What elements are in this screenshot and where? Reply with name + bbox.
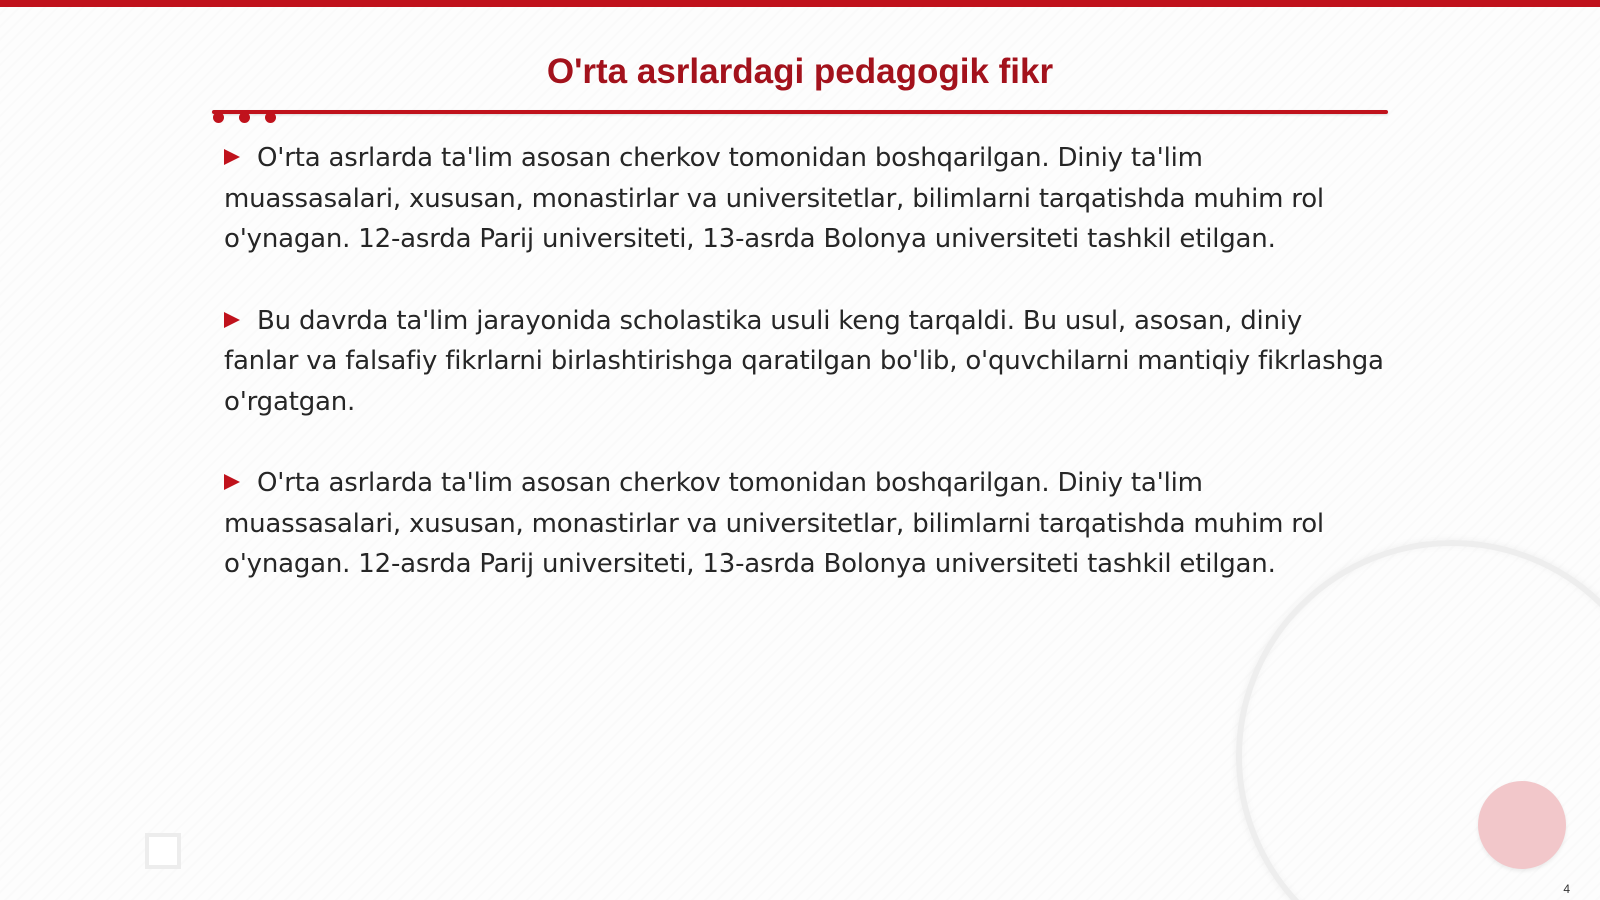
top-accent-bar — [0, 0, 1600, 7]
decor-pink-circle — [1478, 781, 1566, 869]
decor-dot — [213, 112, 224, 123]
bullet-list — [224, 138, 1384, 626]
title-underline — [212, 110, 1388, 114]
slide-title: O'rta asrlardagi pedagogik fikr — [546, 52, 1054, 91]
decor-dot — [239, 112, 250, 123]
bullet-text: O'rta asrlarda ta'lim asosan cherkov tomonidan boshqarilgan. Diniy ta'lim muassasalari, xususan, monastirlar va universitetlar, bilimlarni tarqatishda muhim rol o'ynagan. 12-asrda Parij universiteti, 13-asrda Bolonya universiteti tashkil etilgan. — [224, 143, 1324, 254]
bullet-item — [224, 138, 1384, 260]
decor-dot — [265, 112, 276, 123]
decor-square — [145, 833, 181, 869]
bullet-text: Bu davrda ta'lim jarayonida scholastika usuli keng tarqaldi. Bu usul, asosan, diniy fanlar va falsafiy fikrlarni birlashtirishga qaratilgan bo'lib, o'quvchilarni mantiqiy fikrlashga o'rgatgan. — [224, 305, 1384, 417]
triangle-bullet-icon — [224, 474, 240, 490]
bullet-text: O'rta asrlarda ta'lim asosan cherkov tomonidan boshqarilgan. Diniy ta'lim muassasalari, xususan, monastirlar va universitetlar, bilimlarni tarqatishda muhim rol o'ynagan. 12-asrda Parij universiteti, 13-asrda Bolonya universiteti tashkil etilgan. — [224, 468, 1324, 579]
triangle-bullet-icon — [224, 312, 240, 328]
page-number: 4 — [1563, 882, 1570, 896]
bullet-item — [224, 463, 1384, 585]
bullet-item — [224, 301, 1384, 423]
triangle-bullet-icon — [224, 149, 240, 165]
